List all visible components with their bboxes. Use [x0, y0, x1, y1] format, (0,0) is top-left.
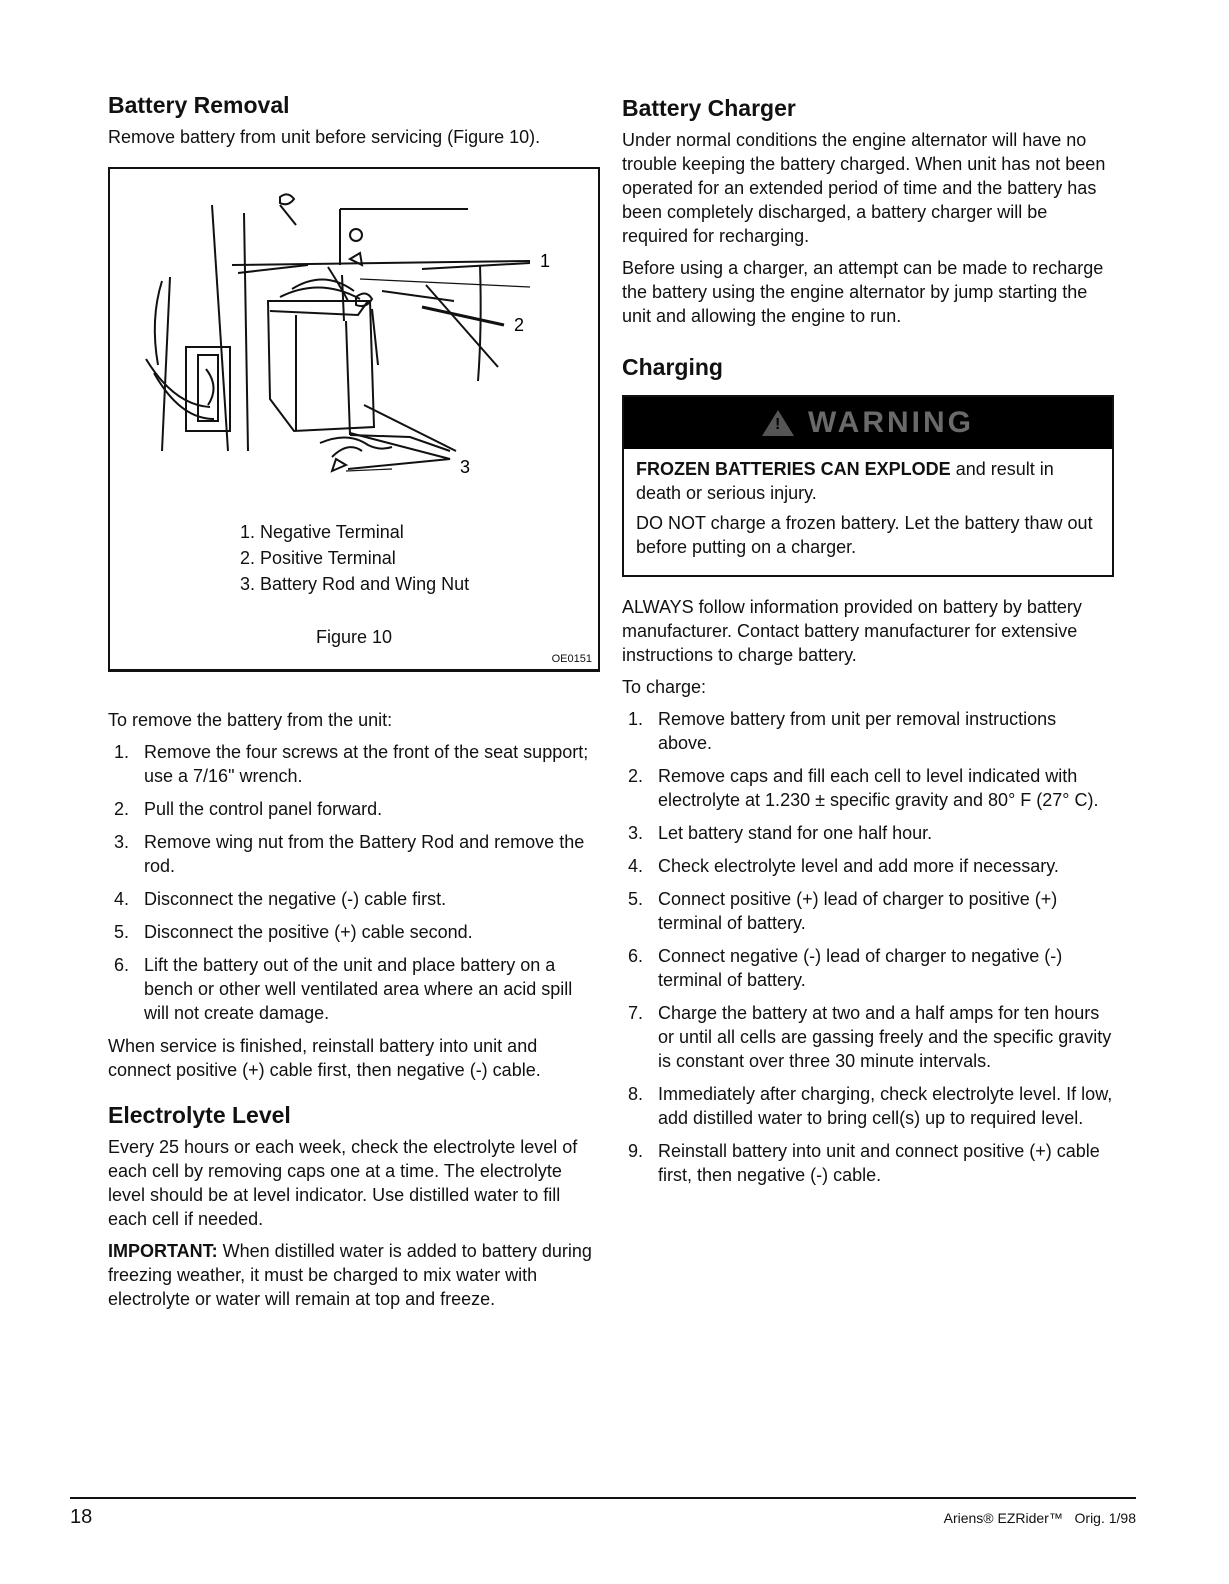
list-item: 4. Disconnect the negative (-) cable first.	[114, 889, 447, 909]
figure-legend	[240, 519, 469, 597]
list-item: 1. Remove battery from unit per removal instructions above.	[628, 709, 1057, 753]
callout-3: 3	[460, 457, 471, 477]
legend-item: 2. Positive Terminal	[240, 548, 396, 568]
footer-brand: Ariens® EZRider™ Orig. 1/98	[943, 1510, 1136, 1526]
footer-rule	[70, 1497, 1136, 1499]
figure-code: OE0151	[551, 653, 592, 665]
figure-caption: Figure 10	[315, 627, 393, 647]
list-item: 3. Remove wing nut from the Battery Rod and remove the rod.	[114, 832, 585, 876]
warning-triangle-icon	[762, 410, 794, 436]
callout-1: 1	[540, 251, 551, 271]
figure-10	[108, 167, 600, 672]
charging-heading: Charging	[622, 354, 723, 380]
warning-header	[624, 397, 1112, 449]
warning-title: WARNING	[808, 406, 974, 439]
important-note: IMPORTANT: When distilled water is added to battery during freezing weather, it must be charged to mix water with electrolyte or water will remain at top and freeze.	[108, 1241, 592, 1309]
electrolyte-text: Every 25 hours or each week, check the electrolyte level of each cell by removing caps one at a time. The electrolyte level should be at level indicator. Use distilled water to fill each cell if needed.	[108, 1137, 578, 1229]
list-item: 8. Immediately after charging, check electrolyte level. If low, add distilled water to bring cell(s) up to required level.	[628, 1084, 1113, 1128]
right-column	[622, 95, 1114, 1196]
list-item: 7. Charge the battery at two and a half amps for ten hours or until all cells are gassing freely and the specific gravity is constant over three 30 minute intervals.	[628, 1003, 1112, 1071]
removal-steps-intro: To remove the battery from the unit:	[108, 710, 393, 730]
page-number: 18	[70, 1506, 93, 1528]
list-item: 5. Connect positive (+) lead of charger to positive (+) terminal of battery.	[628, 889, 1058, 933]
list-item: 4. Check electrolyte level and add more if necessary.	[628, 856, 1059, 876]
always-follow-text: ALWAYS follow information provided on battery by battery manufacturer. Contact battery manufacturer for extensive instructions to charge battery.	[622, 597, 1082, 665]
list-item: 2. Remove caps and fill each cell to level indicated with electrolyte at 1.230 ± specific gravity and 80° F (27° C).	[628, 766, 1099, 810]
left-column	[108, 92, 600, 1319]
reinstall-note: When service is finished, reinstall battery into unit and connect positive (+) cable first, then negative (-) cable.	[108, 1036, 541, 1080]
warning-text-2: DO NOT charge a frozen battery. Let the battery thaw out before putting on a charger.	[636, 513, 1093, 557]
list-item: 1. Remove the four screws at the front of the seat support; use a 7/16" wrench.	[114, 742, 589, 786]
callout-2: 2	[514, 315, 525, 335]
legend-item: 1. Negative Terminal	[240, 522, 404, 542]
legend-item: 3. Battery Rod and Wing Nut	[240, 574, 470, 594]
warning-box	[622, 395, 1114, 577]
list-item: 5. Disconnect the positive (+) cable second.	[114, 922, 473, 942]
list-item: 6. Lift the battery out of the unit and place battery on a bench or other well ventilated area where an acid spill will not create damage.	[114, 955, 573, 1023]
battery-charger-heading: Battery Charger	[622, 95, 796, 121]
charging-steps	[622, 707, 1114, 1187]
list-item: 9. Reinstall battery into unit and connect positive (+) cable first, then negative (-) cable.	[628, 1141, 1100, 1185]
removal-steps	[108, 740, 600, 1025]
list-item: 6. Connect negative (-) lead of charger to negative (-) terminal of battery.	[628, 946, 1063, 990]
battery-removal-heading: Battery Removal	[108, 92, 290, 118]
list-item: 3. Let battery stand for one half hour.	[628, 823, 933, 843]
warning-body	[624, 449, 1112, 575]
charger-paragraph-2: Before using a charger, an attempt can be made to recharge the battery using the engine alternator by jump starting the unit and allowing the engine to run.	[622, 258, 1104, 326]
removal-intro: Remove battery from unit before servicing (Figure 10).	[108, 127, 541, 147]
important-label: IMPORTANT:	[108, 1241, 218, 1261]
charger-paragraph-1: Under normal conditions the engine alternator will have no trouble keeping the battery charged. When unit has not been operated for an extended period of time and the battery has been completely discharged, a battery charger will be required for recharging.	[622, 130, 1106, 246]
list-item: 2. Pull the control panel forward.	[114, 799, 383, 819]
warning-text-1: FROZEN BATTERIES CAN EXPLODE and result in death or serious injury.	[636, 459, 1054, 503]
electrolyte-level-heading: Electrolyte Level	[108, 1102, 291, 1128]
to-charge-label: To charge:	[622, 677, 707, 697]
